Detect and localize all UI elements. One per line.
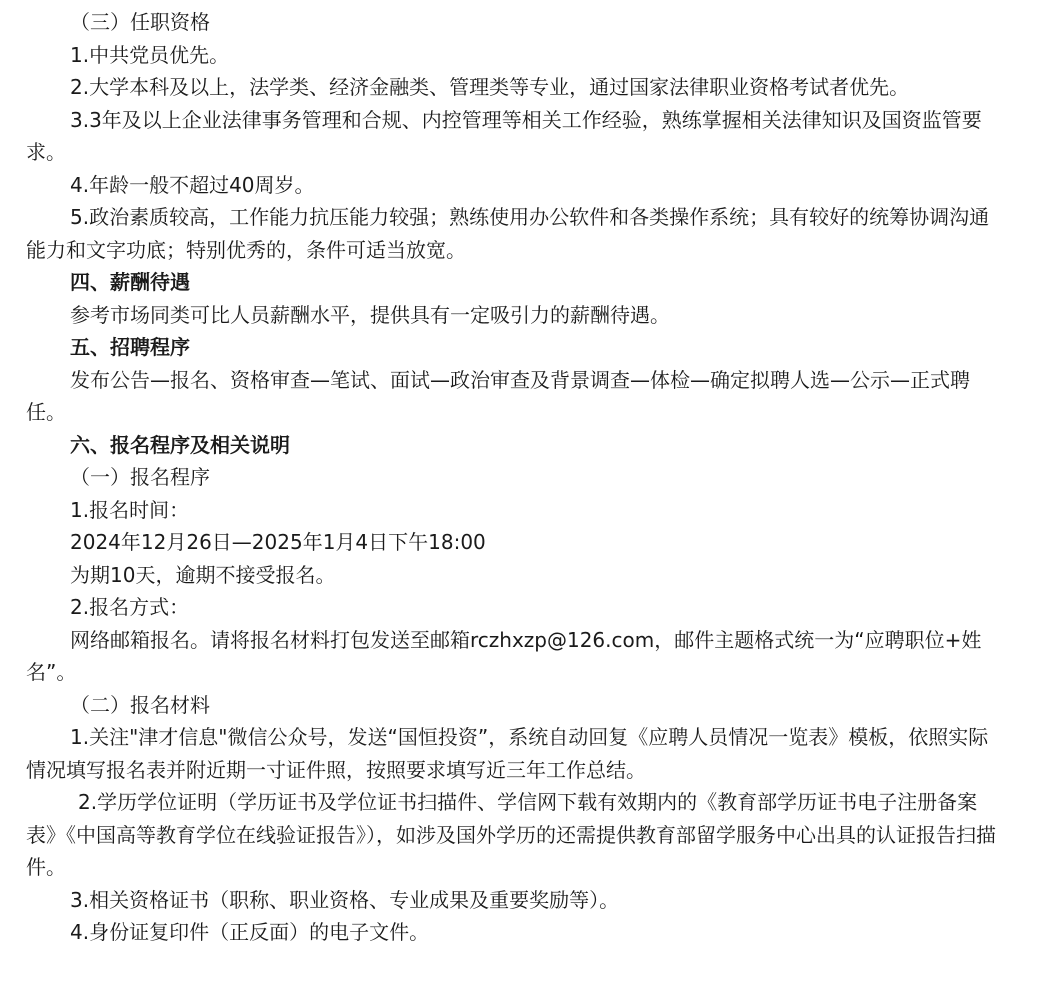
registration-procedure-heading: （一）报名程序 (70, 465, 210, 489)
process-heading: 五、招聘程序 (70, 335, 190, 359)
registration-time-note: 为期10天，逾期不接受报名。 (70, 562, 336, 587)
materials-item-4: 4.身份证复印件（正反面）的电子文件。 (70, 920, 430, 944)
materials-item-1: 1.关注"津才信息"微信公众号，发送“国恒投资”，系统自动回复《应聘人员情况一览表》模板，依照实际情况填写报名表并附近期一寸证件照，按照要求填写近三年工作总结。 (26, 725, 989, 782)
salary-text: 参考市场同类可比人员薪酬水平，提供具有一定吸引力的薪酬待遇。 (70, 302, 670, 327)
materials-heading: （二）报名材料 (70, 692, 210, 717)
salary-heading: 四、薪酬待遇 (70, 270, 190, 294)
registration-heading: 六、报名程序及相关说明 (70, 432, 290, 457)
document-body (26, 6, 1006, 949)
qualification-item-1: 1.中共党员优先。 (70, 42, 230, 67)
qualification-item-3: 3.3年及以上企业法律事务管理和合规、内控管理等相关工作经验，熟练掌握相关法律知识及国资监管要求。 (26, 107, 982, 164)
qualification-item-2: 2.大学本科及以上，法学类、经济金融类、管理类等专业，通过国家法律职业资格考试者优先。 (70, 75, 910, 99)
registration-time-value: 2024年12月26日—2025年1月4日下午18:00 (70, 530, 486, 554)
registration-method-label: 2.报名方式： (70, 595, 190, 619)
registration-time-label: 1.报名时间： (70, 497, 190, 522)
qualification-item-5: 5.政治素质较高，工作能力抗压能力较强；熟练使用办公软件和各类操作系统；具有较好的统筹协调沟通能力和文字功底；特别优秀的，条件可适当放宽。 (26, 205, 990, 262)
materials-item-2: 2.学历学位证明（学历证书及学位证书扫描件、学信网下载有效期内的《教育部学历证书电子注册备案表》《中国高等教育学位在线验证报告》），如涉及国外学历的还需提供教育部留学服务中心出具的认证报告扫描件。 (26, 790, 996, 879)
materials-item-3: 3.相关资格证书（职称、职业资格、专业成果及重要奖励等）。 (70, 887, 620, 912)
registration-method-text: 网络邮箱报名。请将报名材料打包发送至邮箱rczhxzp@126.com，邮件主题格式统一为“应聘职位+姓名”。 (26, 627, 982, 684)
process-text: 发布公告—报名、资格审查—笔试、面试—政治审查及背景调查—体检—确定拟聘人选—公示—正式聘任。 (26, 367, 970, 424)
qualifications-heading: （三）任职资格 (70, 10, 210, 34)
qualification-item-4: 4.年龄一般不超过40周岁。 (70, 172, 315, 197)
